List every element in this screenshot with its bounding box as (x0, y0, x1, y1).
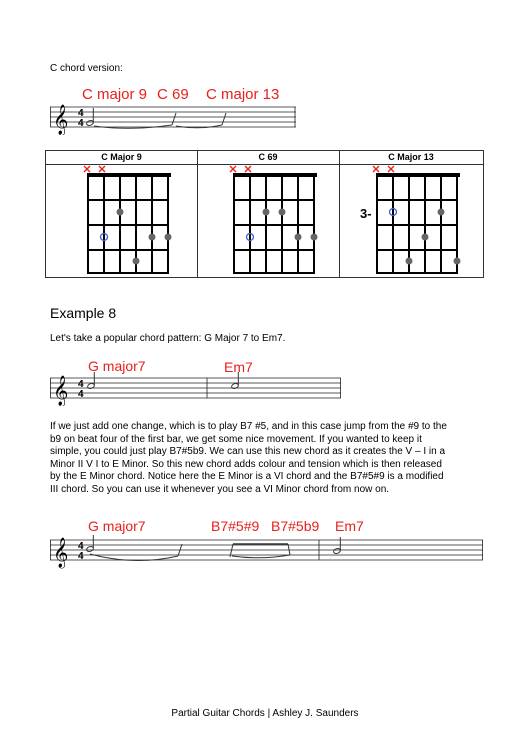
time-sig-top: 4 (78, 379, 84, 390)
chord-label: C major 13 (206, 86, 280, 103)
mute-icon (84, 166, 105, 172)
chord-label: Em7 (224, 359, 253, 375)
time-sig-bottom: 4 (78, 551, 84, 562)
time-sig-top: 4 (78, 108, 84, 119)
chord-label: Em7 (335, 518, 364, 534)
treble-clef-icon: 𝄞 (53, 105, 69, 135)
time-sig-bottom: 4 (78, 389, 84, 400)
fret-position-label: 3- (360, 206, 372, 221)
explanation-paragraph (50, 421, 490, 497)
paragraph-line: Minor II V I to E Minor. So this new chord adds colour and tension which is then released (50, 458, 442, 470)
page-footer: Partial Guitar Chords | Ashley J. Saunders (171, 708, 359, 719)
chord-diagram-cmaj9 (46, 151, 198, 277)
fretboard-diagram (339, 164, 483, 278)
chord-label: C 69 (157, 86, 189, 103)
time-sig-bottom: 4 (78, 118, 84, 129)
mute-icon (373, 166, 394, 172)
staff-gmaj7-em7 (50, 358, 342, 408)
chord-diagram-table (45, 150, 484, 278)
staff-b7-movement (50, 518, 484, 572)
paragraph-line: III chord. So you can use it whenever you see a VI Minor chord from now on. (50, 483, 390, 495)
fretboard-diagram (197, 164, 339, 278)
chord-diagram-cmaj13 (339, 151, 483, 277)
chord-name: C 69 (197, 151, 339, 165)
section-intro: C chord version: (50, 63, 123, 74)
treble-clef-icon: 𝄞 (53, 376, 69, 406)
staff-notation (50, 101, 298, 135)
example-intro: Let's take a popular chord pattern: G Major 7 to Em7. (50, 333, 286, 344)
fretboard-diagram (46, 164, 197, 278)
chord-name: C Major 13 (339, 151, 483, 165)
treble-clef-icon: 𝄞 (53, 538, 69, 568)
paragraph-line: simple, you could just play B7#5b9. We can use this new chord as it creates the V – I in a (50, 446, 446, 458)
chord-name: C Major 9 (46, 151, 197, 165)
example-heading: Example 8 (50, 305, 117, 321)
time-sig-top: 4 (78, 541, 84, 552)
chord-label: G major7 (88, 518, 146, 534)
chord-label: C major 9 (82, 86, 148, 103)
chord-label: G major7 (88, 358, 146, 374)
staff-notation (50, 372, 342, 406)
chord-diagram-c69 (197, 151, 340, 277)
chord-label: B7#5#9 (211, 518, 260, 534)
mute-icon (230, 166, 251, 172)
paragraph-line: by the E Minor chord. Notice here the E Minor is a VI chord and the B7#5#9 is a modified (50, 471, 444, 483)
chord-label: B7#5b9 (271, 518, 320, 534)
staff-c-chords (50, 85, 298, 135)
paragraph-line: b9 on beat four of the first bar, we get some nice movement. If you wanted to keep it (50, 433, 422, 445)
staff-notation (50, 532, 484, 572)
paragraph-line: If we just add one change, which is to play B7 #5, and in this case jump from the #9 to the (50, 421, 447, 432)
